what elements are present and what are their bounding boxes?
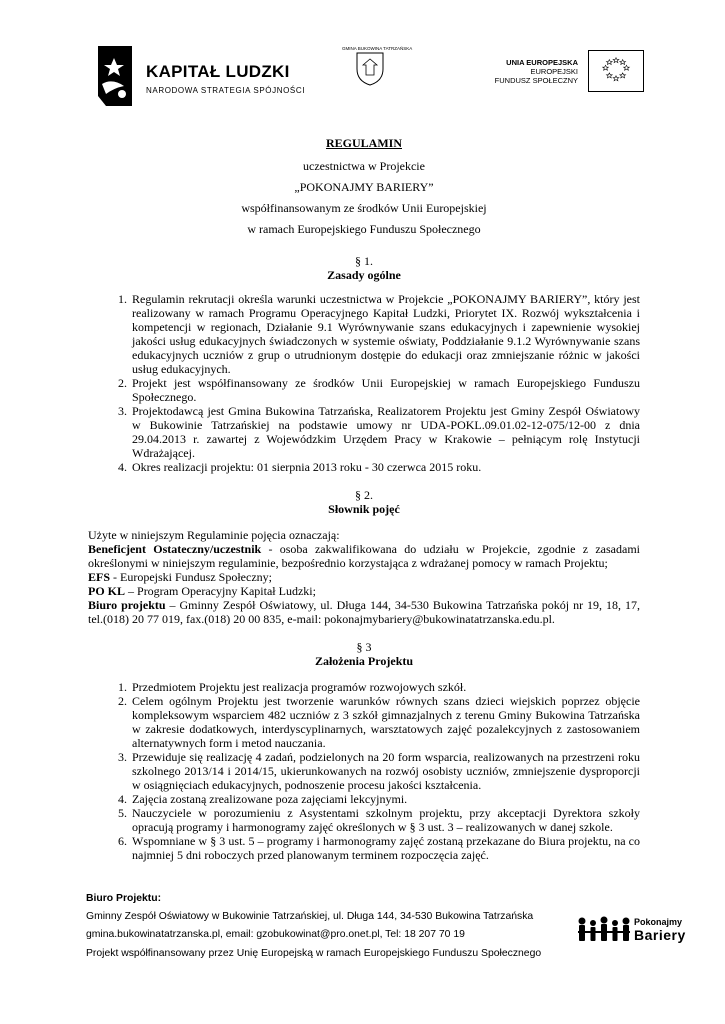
definition-text: – Gminny Zespół Oświatowy, ul. Długa 144, 34-530 Bukowina Tatrzańska pokój nr 19, 18, 17, tel.(018) 20 77 019, fax.(018) 20 00 835, e-mail: pokonajmybariery@bukowinatatrzanska.edu.pl. [88,598,640,626]
list-item: 6. Wspomniane w § 3 ust. 5 – programy i harmonogramy zajęć zostaną przekazane do Biura projektu, na co najmniej 5 dni roboczych przed planowanym terminem rozpoczęcia zajęć. [130,834,640,862]
definition-beneficiary [88,542,640,570]
kapital-ludzki-logo [92,44,306,108]
section-3-title: Założenia Projektu [314,654,414,668]
section-2 [88,488,640,626]
section-1-list [88,292,640,474]
title-line-1: uczestnictwa w Projekcie [303,159,425,173]
section-1-number: § 1. [355,254,373,268]
eu-logo-text [495,58,578,85]
definition-office [88,598,640,626]
footer-cofinance: Projekt współfinansowany przez Unię Europejską w ramach Europejskiego Funduszu Społecznego [86,948,542,959]
eu-line1: UNIA EUROPEJSKA [506,58,578,67]
section-2-intro: Użyte w niniejszym Regulaminie pojęcia oznaczają: [88,528,340,542]
regulation-body [88,136,640,862]
eu-logo [494,50,644,96]
kapital-ludzki-mark-icon [92,44,136,108]
definition-text: - Europejski Fundusz Społeczny; [110,570,272,584]
list-item: 1. Regulamin rekrutacji określa warunki uczestnictwa w Projekcie „POKONAJMY BARIERY”, który jest realizowany w ramach Programu Operacyjnego Kapitał Ludzki, Priorytet IX. Rozwój wykształcenia i kompetencji w regionach, Działanie 9.1 Wyrównywanie szans edukacyjnych i zapewnienie wysokiej jakości usług edukacyjnych świadczonych w systemie oświaty, Poddziałanie 9.1.2 Wyrównywanie szans edukacyjnych uczniów z grup o utrudnionym dostępie do edukacji oraz zmniejszanie różnic w jakości usług edukacyjnych. [130,292,640,376]
list-item: 3. Przewiduje się realizację 4 zadań, podzielonych na 20 form wsparcia, realizowanych na przestrzeni roku szkolnego 2013/14 i 2014/15, ukierunkowanych na rozwój osobisty uczniów, zmniejszenie dysproporcji w osiągnięciach edukacyjnych, podnoszenie procesu jakości kształcenia. [130,750,640,792]
people-group-icon [576,915,632,945]
kapital-ludzki-title: KAPITAŁ LUDZKI [146,62,290,81]
section-3-list [88,680,640,862]
logo-line-1: Pokonajmy [634,917,683,927]
title-line-3: współfinansowanym ze środków Unii Europejskiej [241,201,487,215]
section-2-number: § 2. [355,488,373,502]
footer-address: Gminny Zespół Oświatowy w Bukowinie Tatrzańskiej, ul. Długa 144, 34-530 Bukowina Tatrzańska [86,911,534,922]
section-1 [88,254,640,474]
title-line-4: w ramach Europejskiego Funduszu Społecznego [247,222,481,236]
eu-flag-icon [588,50,644,92]
list-item: 2. Projekt jest współfinansowany ze środków Unii Europejskiej w ramach Europejskiego Funduszu Społecznego. [130,376,640,404]
gmina-crest [342,46,413,92]
coat-of-arms-icon [355,51,385,87]
section-2-title: Słownik pojęć [328,502,400,516]
definition-efs [88,570,640,584]
section-1-title: Zasady ogólne [327,268,401,282]
page-header [0,36,725,116]
definition-term: EFS [88,570,111,584]
footer-label: Biuro Projektu: [86,893,162,904]
title-line-2: „POKONAJMY BARIERY” [294,180,434,194]
title-block [88,136,640,240]
list-item: 3. Projektodawcą jest Gmina Bukowina Tatrzańska, Realizatorem Projektu jest Gminy Zespół Oświatowy w Bukowinie Tatrzańskiej na podstawie umowy nr UDA-POKL.09.01.02-12-075/12-00 z dnia 29.04.2013 r. zawartej z Wojewódzkim Urzędem Pracy w Krakowie – pełniącym rolę Instytucji Wdrażającej. [130,404,640,460]
section-3-number: § 3 [356,640,372,654]
logo-line-2: Bariery [634,927,686,943]
section-3 [88,640,640,862]
list-item: 5. Nauczyciele w porozumieniu z Asystentami szkolnym projektu, przy akceptacji Dyrektora szkoły opracują programy i harmonogramy zajęć określonych w § 3 ust. 3 – realizowanych w danej szkole. [130,806,640,834]
list-item: 2. Celem ogólnym Projektu jest tworzenie warunków równych szans dzieci wiejskich poprzez objęcie kompleksowym wsparciem 482 uczniów z 3 szkół gimnazjalnych z terenu Gminy Bukowina Tatrzańska w zakresie dodatkowych, interdyscyplinarnych, warsztatowych zajęć pozalekcyjnych z zastosowaniem alternatywnych form i metod nauczania. [130,694,640,750]
definition-term: PO KL [88,584,126,598]
definition-text: – Program Operacyjny Kapitał Ludzki; [125,584,316,598]
eu-line2: EUROPEJSKI [530,67,578,76]
definition-text: - osoba zakwalifikowana do udziału w Projekcie, zgodnie z zasadami określonymi w niniejszym regulaminie, bezpośrednio korzystająca z wdrażanej pomocy w ramach Projektu; [88,542,640,570]
footer-contact: gmina.bukowinatatrzanska.pl, email: gzobukowinat@pro.onet.pl, Tel: 18 207 70 19 [86,929,465,940]
list-item: 1. Przedmiotem Projektu jest realizacja programów rozwojowych szkół. [130,680,640,694]
kapital-ludzki-subtitle: NARODOWA STRATEGIA SPÓJNOŚCI [146,86,306,95]
definition-term: Beneficjent Ostateczny/uczestnik [88,542,262,556]
gmina-caption: GMINA BUKOWINA TATRZAŃSKA [342,46,413,51]
definition-pokl [88,584,640,598]
document-title: REGULAMIN [325,136,402,150]
list-item: 4. Okres realizacji projektu: 01 sierpnia 2013 roku - 30 czerwca 2015 roku. [130,460,640,474]
pokonajmy-bariery-logo [576,915,686,949]
eu-line3: FUNDUSZ SPOŁECZNY [494,76,578,85]
list-item: 4. Zajęcia zostaną zrealizowane poza zajęciami lekcyjnymi. [130,792,640,806]
pokonajmy-bariery-text [634,917,686,942]
definition-term: Biuro projektu [88,598,166,612]
